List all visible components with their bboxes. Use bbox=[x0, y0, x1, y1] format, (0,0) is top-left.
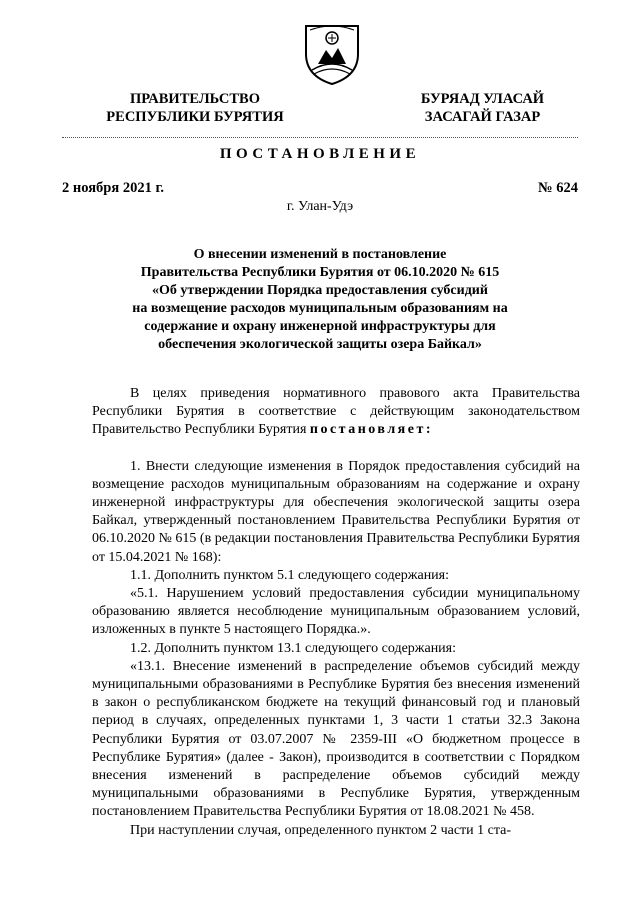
document-title: ПОСТАНОВЛЕНИЕ bbox=[219, 146, 421, 162]
subject-line: содержание и охрану инженерной инфраструктуры для bbox=[144, 319, 496, 334]
header-right bbox=[395, 90, 570, 126]
body-paragraph: 1.1. Дополнить пунктом 5.1 следующего содержания: bbox=[130, 567, 450, 583]
header-right-line1: БУРЯАД УЛАСАЙ bbox=[420, 91, 545, 107]
header-divider bbox=[62, 137, 578, 138]
header-right-line2: ЗАСАГАЙ ГАЗАР bbox=[424, 109, 541, 125]
coat-of-arms-icon bbox=[300, 20, 364, 86]
resolves-word: постановляет: bbox=[309, 422, 433, 438]
document-date: 2 ноября 2021 г. bbox=[62, 180, 165, 196]
body-paragraph: При наступлении случая, определенного пунктом 2 части 1 ста- bbox=[130, 822, 512, 838]
body-paragraph: «13.1. Внесение изменений в распределение объемов субсидий между муниципальными образованиями в Республике Бурятия без внесения изменений в закон о республиканском бюджете на текущий финансовый год и плановый период в случаях, определенных пунктами 1, 3 части 1 статьи 32.3 Закона Республики Бурятия от 03.07.2007 № 2359-III «О бюджетном процессе в Республике Бурятия» (далее - Закон), производится в соответствии с Порядком внесения изменений в распределение объемов субсидий между муниципальными образованиями в Республике Бурятия, утвержденным постановлением Правительства Республики Бурятия от 18.08.2021 № 458. bbox=[92, 658, 580, 820]
body-paragraph: 1.2. Дополнить пунктом 13.1 следующего содержания: bbox=[130, 640, 457, 656]
header-left-line2: РЕСПУБЛИКИ БУРЯТИЯ bbox=[106, 109, 284, 125]
subject-line: «Об утверждении Порядка предоставления субсидий bbox=[152, 283, 488, 298]
document-body bbox=[92, 385, 580, 840]
body-paragraph: 1. Внести следующие изменения в Порядок предоставления субсидий на возмещение расходов муниципальным образованиям на содержание и охрану инженерной инфраструктуры для обеспечения экологической защиты озера Байкал, утвержденный постановлением Правительства Республики Бурятия от 06.10.2020 № 615 (в редакции постановления Правительства Республики Бурятия от 15.04.2021 № 168): bbox=[92, 458, 580, 565]
header-left-line1: ПРАВИТЕЛЬСТВО bbox=[130, 91, 260, 107]
preamble-text: В целях приведения нормативного правового акта Правительства Республики Бурятия в соответствие с действующим законодательством Правительство Республики Бурятия bbox=[92, 386, 580, 438]
subject-line: обеспечения экологической защиты озера Байкал» bbox=[158, 337, 482, 352]
body-paragraph: «5.1. Нарушением условий предоставления субсидии муниципальному образованию является несоблюдение муниципальным образованием условий, изложенных в пункте 5 настоящего Порядка.». bbox=[92, 586, 580, 638]
document-city: г. Улан-Удэ bbox=[286, 199, 354, 214]
subject-line: на возмещение расходов муниципальным образованиям на bbox=[132, 301, 508, 316]
document-subject bbox=[100, 246, 540, 354]
document-number: № 624 bbox=[538, 180, 578, 196]
subject-line: Правительства Республики Бурятия от 06.10.2020 № 615 bbox=[140, 265, 500, 280]
subject-line: О внесении изменений в постановление bbox=[193, 247, 447, 262]
preamble-paragraph bbox=[92, 385, 580, 440]
header-left bbox=[80, 90, 310, 126]
